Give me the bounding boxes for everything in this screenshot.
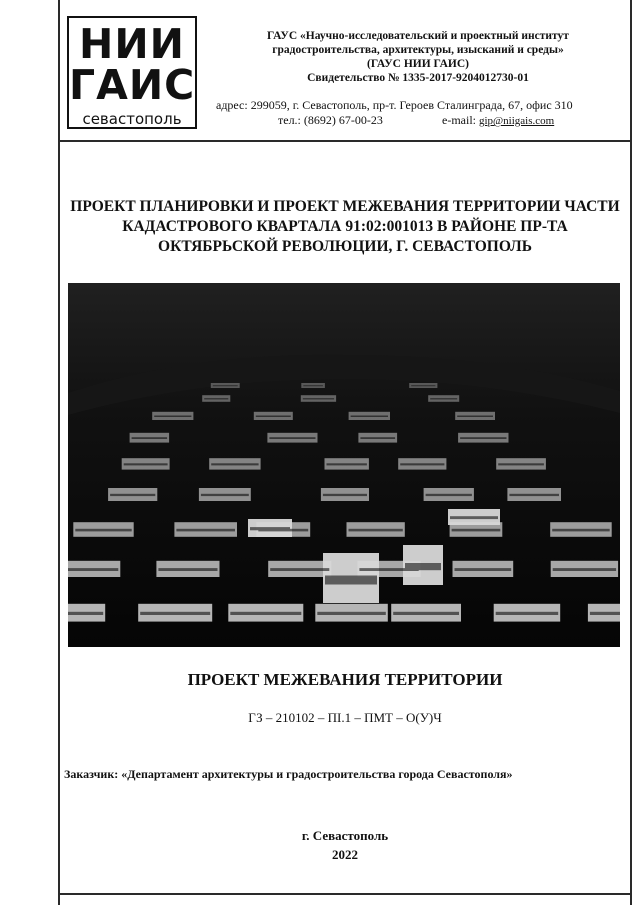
photo-building-shadow (426, 494, 472, 496)
photo-building-shadow (496, 612, 559, 615)
photo-building-shadow (553, 568, 616, 571)
org-email (442, 113, 554, 128)
photo-building-shadow (509, 494, 559, 496)
photo-building-shadow (460, 437, 506, 439)
photo-building-shadow (303, 398, 334, 399)
logo-line-2: ГАИС (69, 61, 196, 109)
photo-building-shadow (317, 612, 386, 615)
org-address: адрес: 299059, г. Севастополь, пр-т. Героев Сталинграда, 67, офис 310 (216, 98, 573, 112)
photo-building-shadow (325, 576, 377, 585)
header-divider (58, 140, 632, 142)
photo-building-shadow (360, 437, 395, 439)
photo-building-shadow (270, 568, 329, 571)
photo-building-shadow (256, 416, 291, 418)
photo-building-shadow (323, 494, 367, 496)
city-name: г. Севастополь (301, 828, 389, 843)
aerial-city-photo-drawing (68, 283, 620, 647)
photo-building-shadow (450, 516, 498, 519)
photo-building-shadow (452, 529, 501, 532)
frame-left-border (58, 0, 60, 905)
photo-building-shadow (68, 612, 103, 615)
customer-line: Заказчик: «Департамент архитектуры и градостроительства города Севастополя» (64, 767, 513, 781)
photo-building-shadow (154, 416, 191, 418)
document-title (60, 197, 630, 257)
photo-building-shadow (498, 463, 544, 465)
document-title-line-1: ПРОЕКТ ПЛАНИРОВКИ И ПРОЕКТ МЕЖЕВАНИЯ ТЕРРИТОРИИ ЧАСТИ (70, 198, 620, 215)
photo-building-shadow (230, 612, 301, 615)
section-subtitle: ПРОЕКТ МЕЖЕВАНИЯ ТЕРРИТОРИИ (187, 670, 503, 689)
photo-building-shadow (349, 529, 403, 532)
photo-building-shadow (132, 437, 168, 439)
document-title-line-2: КАДАСТРОВОГО КВАРТАЛА 91:02:001013 В РАЙОНЕ ПР-ТА (122, 218, 568, 235)
photo-building-shadow (68, 568, 118, 571)
photo-building-shadow (393, 612, 459, 615)
org-name-line-2: градостроительства, архитектуры, изысканий и среды» (272, 44, 564, 56)
document-year: 2022 (332, 847, 358, 862)
photo-building-shadow (269, 437, 315, 439)
logo-line-1: НИИ (79, 20, 185, 68)
photo-building-shadow (110, 494, 155, 496)
photo-building-shadow (455, 568, 512, 571)
photo-building-shadow (213, 385, 238, 386)
photo-building-shadow (351, 416, 388, 418)
photo-building-shadow (140, 612, 210, 615)
photo-building-shadow (457, 416, 493, 418)
photo-building-shadow (400, 463, 444, 465)
photo-building-shadow (201, 494, 249, 496)
photo-building-shadow (176, 529, 235, 532)
photo-building-shadow (590, 612, 620, 615)
photo-building-shadow (552, 529, 610, 532)
photo-building-shadow (204, 398, 228, 399)
org-email-label: e-mail: (442, 113, 476, 127)
photo-building-shadow (405, 563, 441, 570)
org-email-link[interactable]: gip@niigais.com (478, 115, 555, 127)
org-header (210, 29, 626, 85)
photo-building-shadow (411, 385, 435, 386)
niigais-logo (67, 16, 197, 129)
document-title-line-3: ОКТЯБРЬСКОЙ РЕВОЛЮЦИИ, Г. СЕВАСТОПОЛЬ (158, 238, 532, 255)
frame-bottom-border (58, 893, 632, 895)
photo-building-shadow (124, 463, 168, 465)
photo-building-shadow (250, 527, 290, 530)
photo-building-shadow (430, 398, 457, 399)
org-name-short: (ГАУС НИИ ГАИС) (367, 58, 469, 70)
org-phone: тел.: (8692) 67-00-23 (278, 113, 383, 127)
photo-building-shadow (211, 463, 258, 465)
photo-building-shadow (158, 568, 217, 571)
logo-line-3: севастополь (82, 110, 182, 128)
photo-building-shadow (303, 385, 323, 386)
org-certificate: Свидетельство № 1335-2017-9204012730-01 (307, 72, 529, 84)
aerial-city-photo (68, 283, 620, 647)
photo-building-shadow (327, 463, 367, 465)
document-code: ГЗ – 210102 – ПI.1 – ПМТ – О(У)Ч (248, 710, 442, 725)
org-name-line-1: ГАУС «Научно-исследовательский и проектный институт (267, 30, 569, 42)
city-year-block (60, 826, 630, 864)
photo-building-shadow (75, 529, 131, 532)
frame-right-border (630, 0, 632, 905)
